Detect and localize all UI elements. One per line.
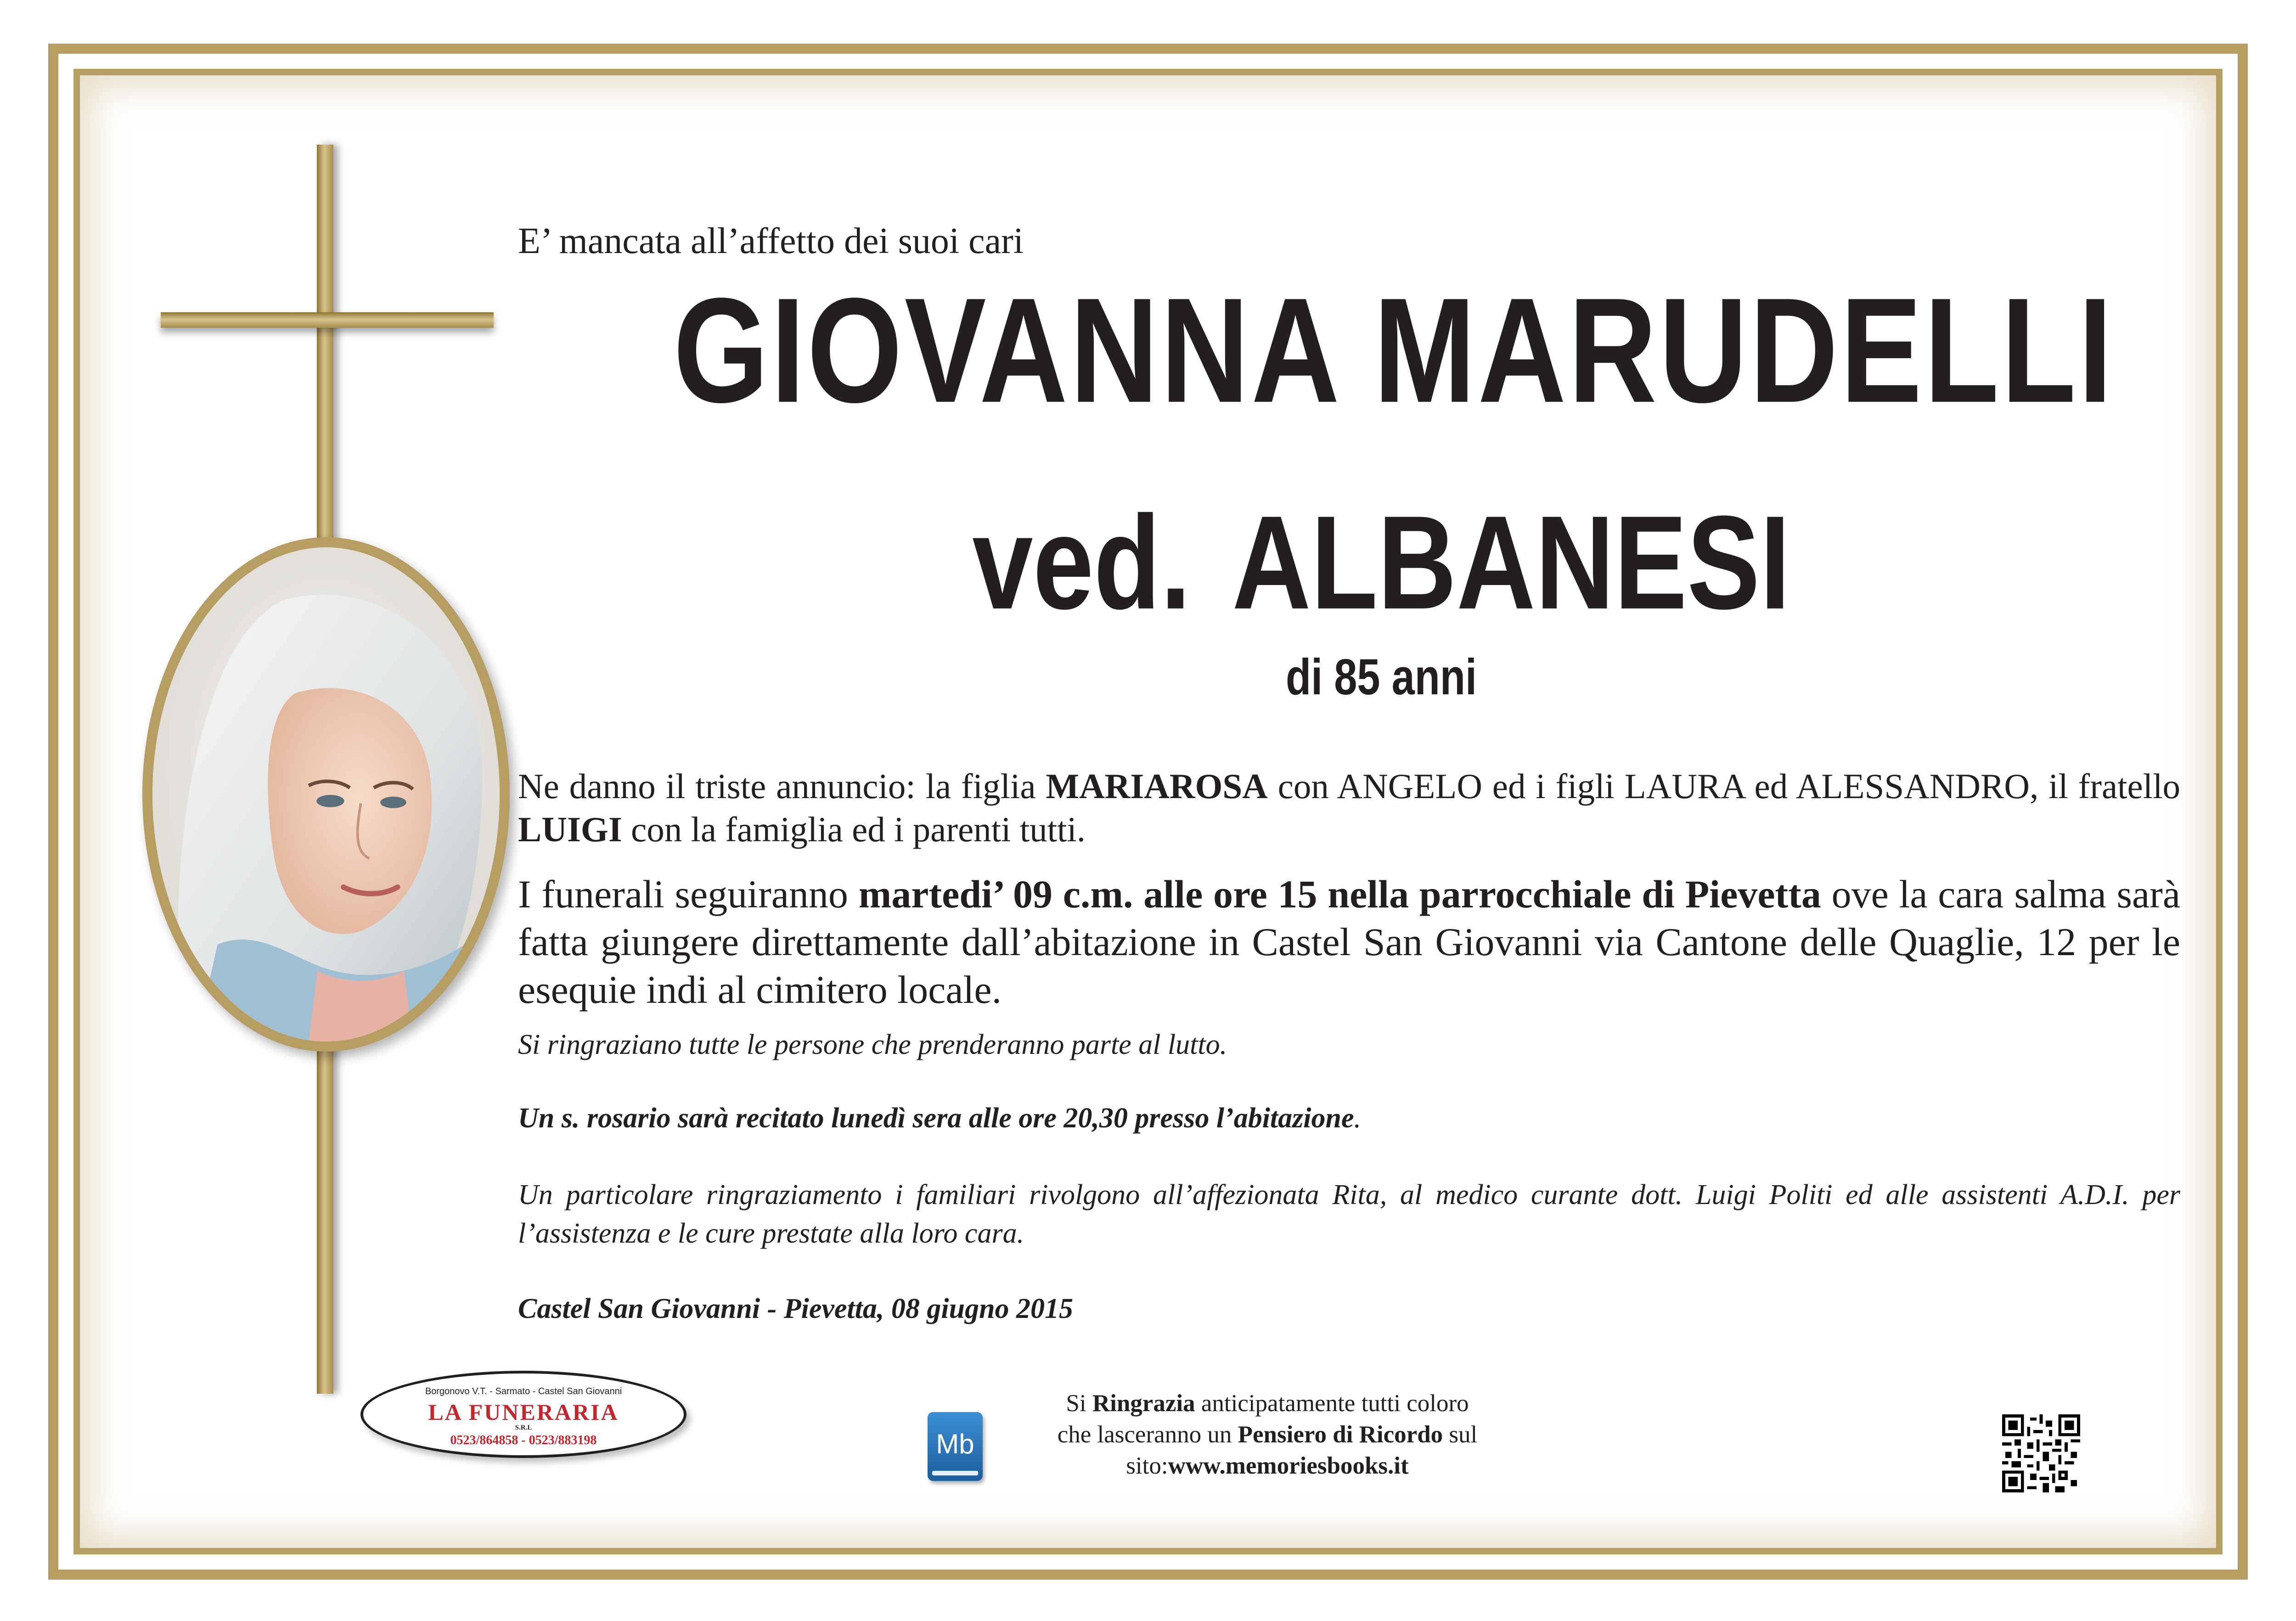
announcement-text-1: Ne danno il triste annuncio: la figlia (518, 766, 1046, 806)
widow-name: ved. ALBANESI (972, 488, 1790, 637)
brother-name: LUIGI (518, 810, 622, 849)
funeral-home-logo (360, 1371, 687, 1458)
qr-code-icon[interactable] (2002, 1414, 2080, 1492)
memories-line1-c: anticipatamente tutti coloro (1195, 1390, 1469, 1417)
announcement-text-3: con la famiglia ed i parenti tutti. (622, 810, 1086, 849)
memories-line1-a: Si (1066, 1390, 1092, 1417)
rosary-paragraph (518, 1100, 2180, 1137)
special-thanks-text: Un particolare ringraziamento i familiari rivolgono all’affezionata Rita, al medico curante dott. Luigi Politi ed alle assistenti A.D.I. per l’assistenza e le cure prestate alla loro cara. (518, 1179, 2180, 1249)
announcement-paragraph (518, 765, 2180, 851)
funeral-home-name: LA FUNERARIA (428, 1399, 619, 1425)
cross-arm (161, 312, 494, 328)
memories-website-link[interactable]: www.memoriesbooks.it (1168, 1452, 1409, 1479)
memories-line1-b: Ringrazia (1092, 1390, 1195, 1417)
funeral-home-srl: S.R.L (515, 1424, 532, 1431)
funeral-home-phones: 0523/864858 - 0523/883198 (450, 1433, 597, 1447)
rosary-text: Un s. rosario sarà recitato lunedì sera alle ore 20,30 presso l’abitazione (518, 1103, 1354, 1134)
place-date: Castel San Giovanni - Pievetta, 08 giugno 2015 (518, 1293, 1074, 1324)
funeral-text-1: I funerali seguiranno (518, 872, 859, 916)
funeral-text-2: ove la cara salma sarà fatta giungere direttamente dall’abitazione in Castel San Giovanni via Cantone delle Quaglie, 12 per le esequie indi al cimitero locale. (518, 872, 2180, 1012)
funeral-home-locations: Borgonovo V.T. - Sarmato - Castel San Giovanni (425, 1386, 622, 1396)
age-text: di 85 anni (1285, 649, 1477, 705)
intro-text: E’ mancata all’affetto dei suoi cari (518, 221, 1024, 261)
funeral-date-place: martedi’ 09 c.m. alle ore 15 nella parrocchiale di Pievetta (858, 872, 1821, 916)
daughter-name: MARIAROSA (1046, 766, 1268, 806)
announcement-text-2: con ANGELO ed i figli LAURA ed ALESSANDRO, il fratello (1267, 766, 2180, 806)
thanks-text: Si ringraziano tutte le persone che prenderanno parte al lutto. (518, 1029, 1227, 1060)
memories-line3-a: sito: (1126, 1452, 1168, 1479)
portrait-drawing (152, 547, 500, 1041)
madonna-portrait (142, 537, 510, 1052)
memories-message (1010, 1388, 1525, 1481)
deceased-name: GIOVANNA MARUDELLI (673, 267, 2115, 433)
funeral-paragraph (518, 870, 2180, 1013)
memoriesbooks-logo-text: Mb (936, 1429, 974, 1459)
memories-line2-b: Pensiero di Ricordo (1238, 1421, 1443, 1448)
memories-line2-a: che lasceranno un (1057, 1421, 1238, 1448)
memories-line2-c: sul (1443, 1421, 1478, 1448)
memoriesbooks-logo-icon (928, 1412, 983, 1481)
rosary-period: . (1354, 1103, 1361, 1134)
